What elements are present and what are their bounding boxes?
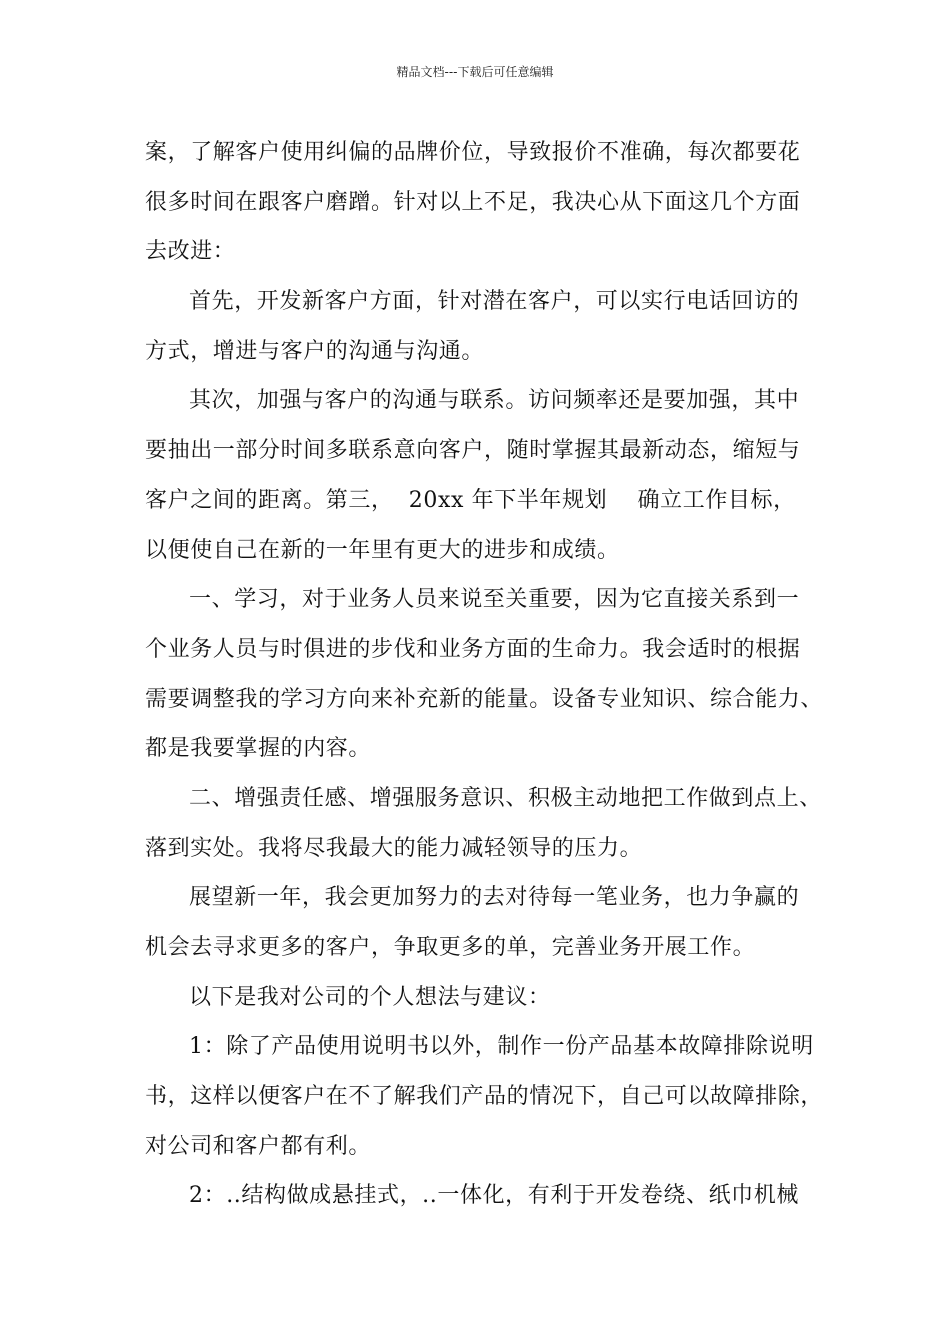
text-line: 书，这样以便客户在不了解我们产品的情况下，自己可以故障排除，	[145, 1084, 824, 1110]
text-line: 机会去寻求更多的客户，争取更多的单，完善业务开展工作。	[145, 935, 756, 960]
text-line: 展望新一年，我会更加努力的去对待每一笔业务，也力争赢的	[189, 885, 800, 911]
text-line: 以下是我对公司的个人想法与建议：	[189, 984, 551, 1010]
text-line: 很多时间在跟客户磨蹭。针对以上不足，我决心从下面这几个方面	[145, 189, 801, 215]
text-line: 首先，开发新客户方面，针对潜在客户，可以实行电话回访的	[189, 289, 800, 315]
text-line: 案，了解客户使用纠偏的品牌价位，导致报价不准确，每次都要花	[145, 140, 801, 165]
text-line: 去改进：	[145, 239, 236, 265]
text-line: 以便使自己在新的一年里有更大的进步和成绩。	[145, 537, 620, 563]
text-line: 要抽出一部分时间多联系意向客户，随时掌握其最新动态，缩短与	[145, 438, 801, 464]
text-line: 对公司和客户都有利。	[145, 1133, 372, 1159]
text-line: 其次，加强与客户的沟通与联系。访问频率还是要加强，其中	[189, 388, 800, 414]
text-line: 2：..结构做成悬挂式，..一体化，有利于开发卷绕、纸巾机械	[189, 1183, 799, 1209]
text-line: 客户之间的距离。第三， 20xx 年下半年规划 确立工作目标，	[145, 487, 796, 513]
text-line: 1：除了产品使用说明书以外，制作一份产品基本故障排除说明	[189, 1034, 814, 1060]
text-line: 个业务人员与时俱进的步伐和业务方面的生命力。我会适时的根据	[145, 636, 801, 662]
text-line: 落到实处。我将尽我最大的能力减轻领导的压力。	[145, 835, 643, 861]
text-line: 一、学习，对于业务人员来说至关重要，因为它直接关系到一	[189, 587, 800, 613]
page-header: 精品文档---下载后可任意编辑	[396, 65, 554, 79]
document-body	[145, 128, 825, 1221]
text-line: 方式，增进与客户的沟通与沟通。	[145, 338, 485, 364]
text-line: 二、增强责任感、增强服务意识、积极主动地把工作做到点上、	[189, 785, 822, 811]
text-line: 都是我要掌握的内容。	[145, 736, 372, 762]
text-line: 需要调整我的学习方向来补充新的能量。设备专业知识、综合能力、	[145, 686, 824, 712]
